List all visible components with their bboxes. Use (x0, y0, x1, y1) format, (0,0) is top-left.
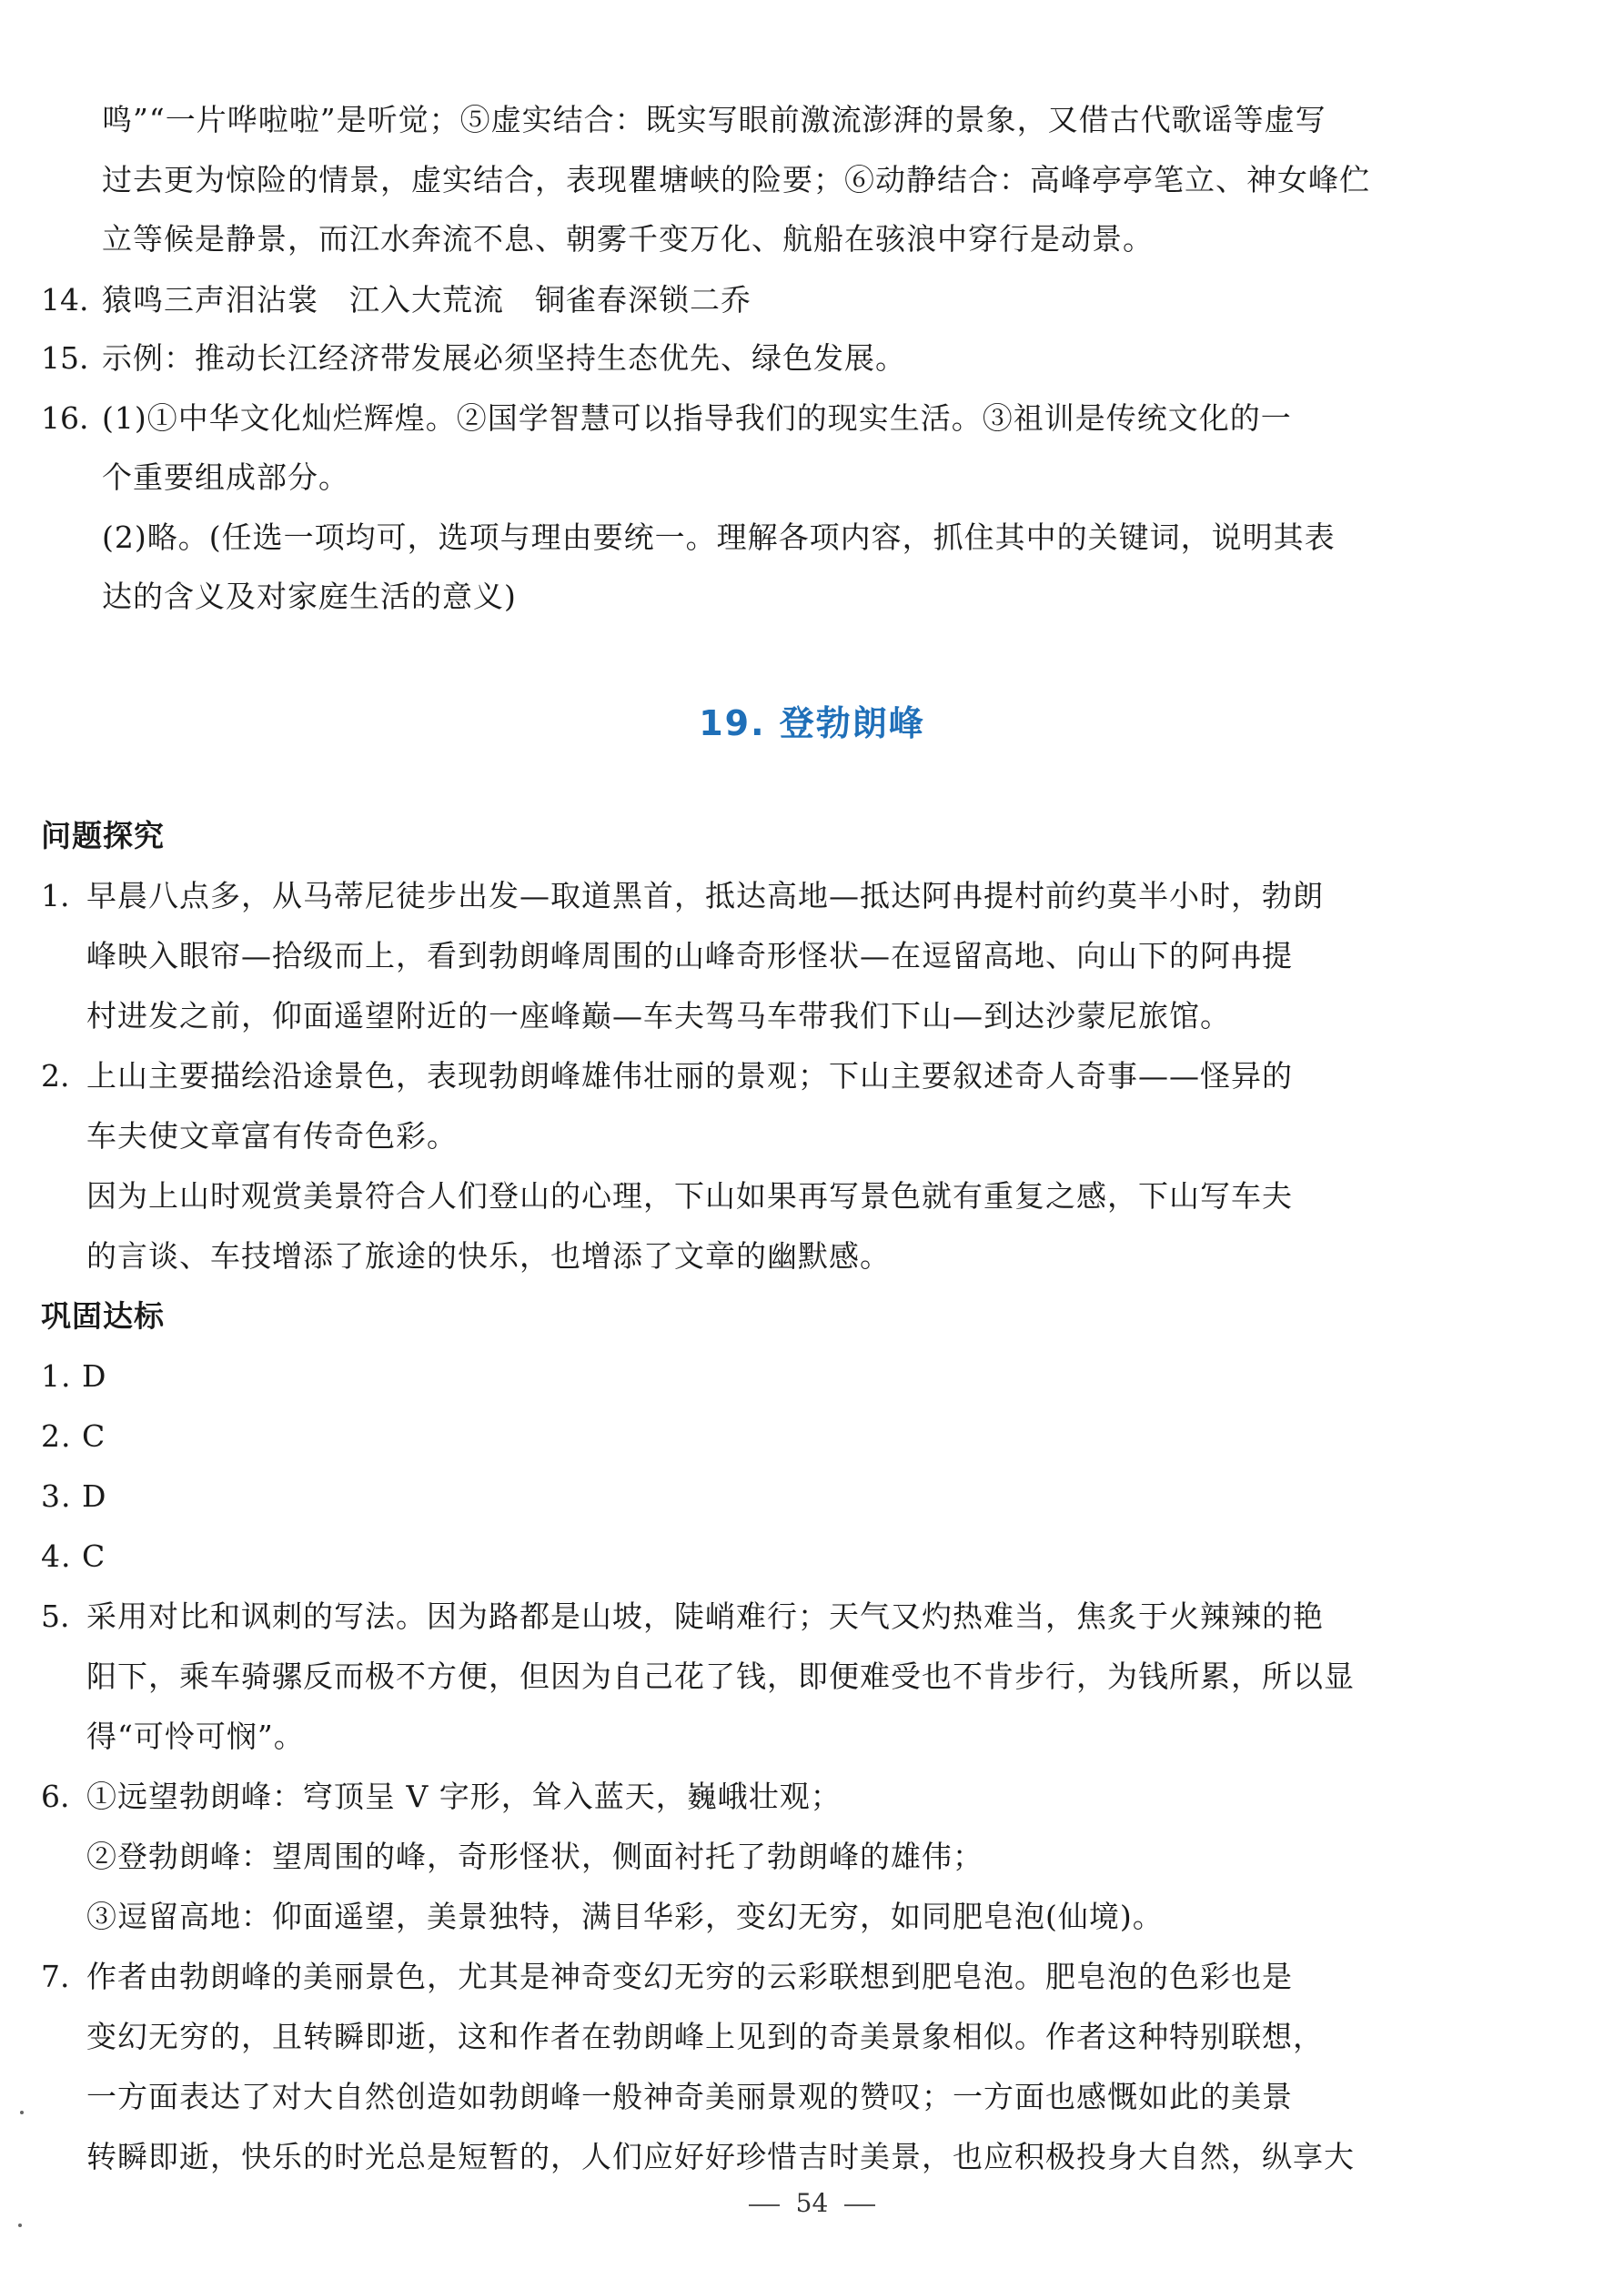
question-number: 16. (41, 400, 89, 436)
subheading-consolidate: 巩固达标 (41, 1298, 165, 1334)
answer-1: 1. D (41, 1358, 107, 1394)
answer-16-line: 达的含义及对家庭生活的意义) (102, 579, 517, 614)
text-line: 鸣”“一片哗啦啦”是听觉；⑤虚实结合：既实写眼前激流澎湃的景象，又借古代歌谣等虚写 (102, 102, 1326, 137)
explore-2-line: 上山主要描绘沿途景色，表现勃朗峰雄伟壮丽的景观；下山主要叙述奇人奇事——怪异的 (86, 1058, 1293, 1094)
question-number: 7. (41, 1959, 70, 1994)
answer-16-line: (2)略。(任选一项均可，选项与理由要统一。理解各项内容，抓住其中的关键词，说明其表 (102, 519, 1336, 555)
scan-speck (20, 2111, 24, 2114)
explore-2-line: 因为上山时观赏美景符合人们登山的心理，下山如果再写景色就有重复之感，下山写车夫 (86, 1178, 1293, 1214)
page-number: 54 (795, 2188, 829, 2218)
page-footer (0, 2188, 1624, 2218)
text-line: 过去更为惊险的情景，虚实结合，表现瞿塘峡的险要；⑥动静结合：高峰亭亭笔立、神女峰伫 (102, 162, 1370, 197)
explore-1-line: 峰映入眼帘—拾级而上，看到勃朗峰周围的山峰奇形怪状—在逗留高地、向山下的阿冉提 (86, 938, 1293, 973)
answer-5-line: 得“可怜可悯”。 (86, 1719, 305, 1754)
answer-6-line: ②登勃朗峰：望周围的峰，奇形怪状，侧面衬托了勃朗峰的雄伟； (86, 1839, 983, 1874)
answer-16-line: (1)①中华文化灿烂辉煌。②国学智慧可以指导我们的现实生活。③祖训是传统文化的一 (102, 400, 1292, 436)
answer-3: 3. D (41, 1478, 107, 1514)
answer-6-line: ①远望勃朗峰：穹顶呈 V 字形，耸入蓝天，巍峨壮观； (86, 1779, 842, 1814)
text-line: 立等候是静景，而江水奔流不息、朝雾千变万化、航船在骇浪中穿行是动景。 (102, 221, 1154, 257)
question-number: 6. (41, 1779, 70, 1814)
subheading-explore: 问题探究 (41, 818, 165, 853)
section-title: 19. 登勃朗峰 (699, 703, 925, 743)
explore-1-line: 早晨八点多，从马蒂尼徒步出发—取道黑首，抵达高地—抵达阿冉提村前约莫半小时，勃朗 (86, 878, 1324, 913)
explore-2-line: 的言谈、车技增添了旅途的快乐，也增添了文章的幽默感。 (86, 1238, 891, 1274)
answer-16-line: 个重要组成部分。 (102, 459, 349, 495)
answer-7-line: 一方面表达了对大自然创造如勃朗峰一般神奇美丽景观的赞叹；一方面也感慨如此的美景 (86, 2079, 1293, 2114)
question-number: 15. (41, 340, 89, 376)
footer-dash-right (844, 2204, 875, 2206)
answer-14: 猿鸣三声泪沾裳 江入大荒流 铜雀春深锁二乔 (102, 282, 751, 318)
explore-1-line: 村进发之前，仰面遥望附近的一座峰巅—车夫驾马车带我们下山—到达沙蒙尼旅馆。 (86, 998, 1231, 1034)
answer-7-line: 变幻无穷的，且转瞬即逝，这和作者在勃朗峰上见到的奇美景象相似。作者这种特别联想， (86, 2019, 1324, 2054)
answer-15: 示例：推动长江经济带发展必须坚持生态优先、绿色发展。 (102, 340, 906, 376)
question-number: 2. (41, 1058, 70, 1094)
question-number: 5. (41, 1598, 70, 1634)
question-number: 14. (41, 282, 89, 318)
scan-speck (18, 2224, 22, 2227)
answer-5-line: 阳下，乘车骑骡反而极不方便，但因为自己花了钱，即便难受也不肯步行，为钱所累，所以显 (86, 1659, 1355, 1694)
answer-7-line: 作者由勃朗峰的美丽景色，尤其是神奇变幻无穷的云彩联想到肥皂泡。肥皂泡的色彩也是 (86, 1959, 1293, 1994)
question-number: 1. (41, 878, 70, 913)
answer-7-line: 转瞬即逝，快乐的时光总是短暂的，人们应好好珍惜吉时美景，也应积极投身大自然，纵享大 (86, 2139, 1355, 2174)
answer-6-line: ③逗留高地：仰面遥望，美景独特，满目华彩，变幻无穷，如同肥皂泡(仙境)。 (86, 1899, 1164, 1934)
answer-2: 2. C (41, 1418, 106, 1454)
explore-2-line: 车夫使文章富有传奇色彩。 (86, 1118, 458, 1154)
answer-4: 4. C (41, 1538, 106, 1574)
footer-dash-left (749, 2204, 780, 2206)
answer-5-line: 采用对比和讽刺的写法。因为路都是山坡，陡峭难行；天气又灼热难当，焦炙于火辣辣的艳 (86, 1598, 1324, 1634)
